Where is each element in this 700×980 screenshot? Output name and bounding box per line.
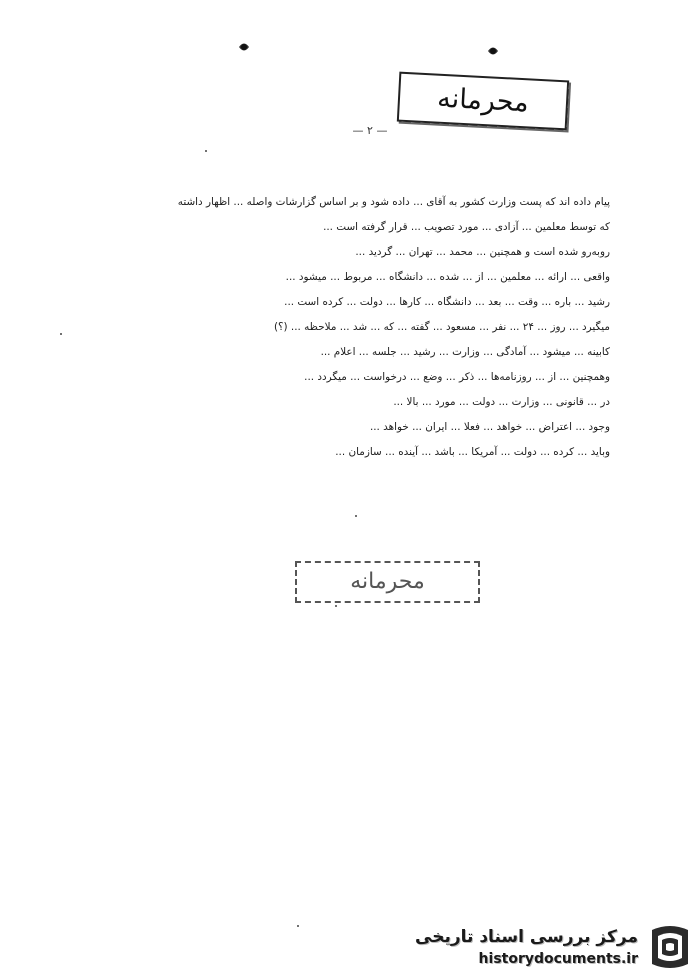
punch-hole-icon bbox=[236, 40, 252, 54]
scroll-logo-icon bbox=[646, 920, 694, 974]
archive-watermark bbox=[412, 918, 694, 976]
body-line: که توسط معلمین ... آزادی ... مورد تصویب ... قرار گرفته است ... bbox=[323, 221, 610, 233]
speck bbox=[60, 333, 62, 335]
body-line: رشید ... باره ... وقت ... بعد ... دانشگاه ... کارها ... دولت ... کرده است ... bbox=[284, 296, 610, 308]
body-line: میگیرد ... روز ... ۲۴ ... نفر ... مسعود ... گفته ... که ... شد ... ملاحظه ... (؟) bbox=[273, 321, 610, 333]
body-line: در ... قانونی ... وزارت ... دولت ... مورد ... بالا ... bbox=[393, 396, 610, 408]
classification-stamp-faded bbox=[295, 561, 480, 603]
archive-name: مرکز بررسی اسناد تاریخی bbox=[415, 927, 638, 947]
body-line: وجود ... اعتراض ... خواهد ... فعلا ... ایران ... خواهد ... bbox=[369, 421, 610, 433]
archive-website: historydocuments.ir bbox=[478, 951, 638, 967]
classification-stamp bbox=[397, 72, 569, 131]
body-line: روبه‌رو شده است و همچنین ... محمد ... تهران ... گردید ... bbox=[355, 246, 610, 258]
archive-watermark-text bbox=[412, 925, 646, 969]
body-line: وباید ... کرده ... دولت ... آمریکا ... باشد ... آینده ... سازمان ... bbox=[335, 446, 610, 458]
document-body bbox=[90, 190, 610, 465]
speck bbox=[205, 150, 207, 152]
speck bbox=[355, 515, 357, 517]
body-line: واقعی ... ارائه ... معلمین ... از ... شده ... دانشگاه ... مربوط ... میشود ... bbox=[285, 271, 610, 283]
body-line: وهمچنین ... از ... روزنامه‌ها ... ذکر ... وضع ... درخواست ... میگردد ... bbox=[304, 371, 610, 383]
page-number: — ۲ — bbox=[352, 124, 388, 137]
body-line: کابینه ... میشود ... آمادگی ... وزارت ... رشید ... جلسه ... اعلام ... bbox=[320, 346, 610, 358]
body-line: پیام داده اند که پست وزارت کشور به آقای ... داده شود و بر اساس گزارشات واصله ... اظهار داشته bbox=[177, 196, 610, 208]
speck bbox=[297, 925, 299, 927]
speck bbox=[335, 605, 337, 607]
classification-stamp-text: محرمانه bbox=[436, 82, 530, 119]
punch-hole-icon bbox=[485, 44, 501, 58]
classification-stamp-text: محرمانه bbox=[350, 569, 425, 594]
